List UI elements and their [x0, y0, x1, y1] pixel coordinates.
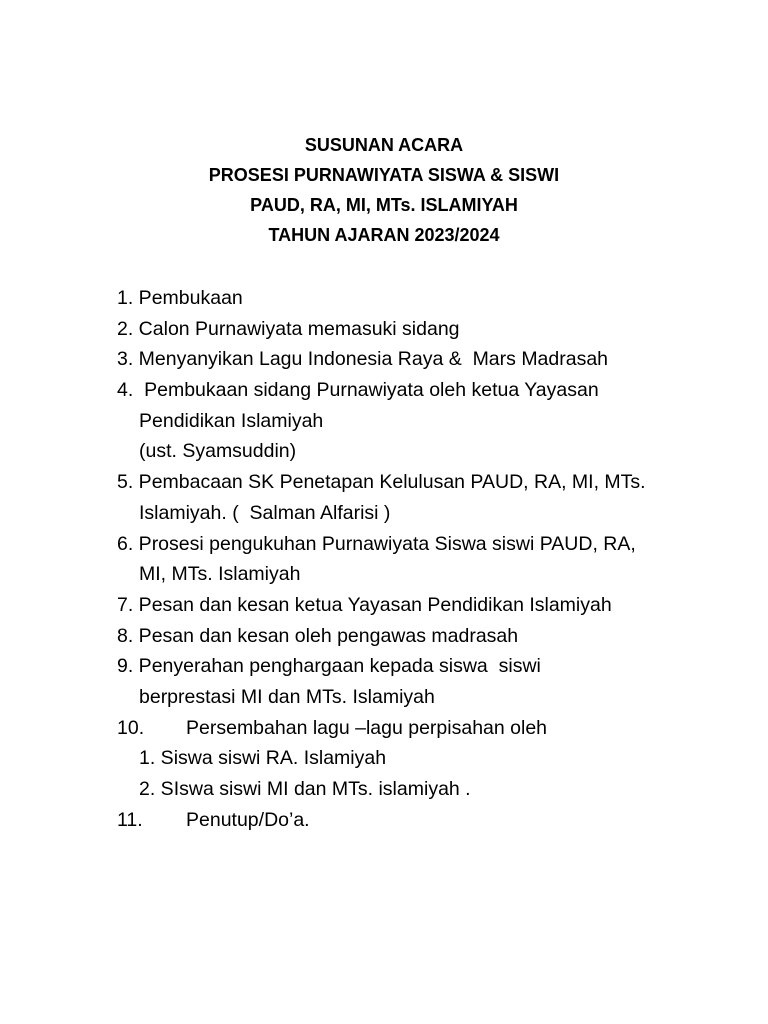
list-item: [117, 621, 717, 652]
item-number: 3.: [117, 348, 134, 371]
list-item-continuation: [117, 436, 717, 467]
title-line-1: SUSUNAN ACARA: [304, 135, 464, 155]
item-text: Pembukaan sidang Purnawiyata oleh ketua Yayasan: [133, 379, 599, 402]
item-number: 5.: [117, 471, 134, 494]
item-text: MI, MTs. Islamiyah: [139, 563, 301, 586]
title-line-3: PAUD, RA, MI, MTs. ISLAMIYAH: [250, 195, 518, 215]
sub-item-number: 2.: [139, 778, 156, 800]
list-item: [117, 590, 717, 621]
item-text: Islamiyah. ( Salman Alfarisi ): [139, 501, 391, 524]
sub-item-text: Siswa siswi RA. Islamiyah: [155, 747, 387, 770]
item-number: 10.: [117, 716, 145, 739]
item-text: (ust. Syamsuddin): [139, 440, 297, 463]
list-item-continuation: [117, 498, 717, 529]
list-item: [117, 805, 717, 836]
sub-list-item: [117, 743, 717, 774]
item-number: 8.: [117, 624, 134, 647]
list-item: [117, 651, 717, 682]
list-item: [117, 283, 717, 314]
sub-item-number: 1.: [139, 747, 156, 770]
item-text: Pesan dan kesan ketua Yayasan Pendidikan Islamiyah: [133, 593, 612, 616]
item-text: Calon Purnawiyata memasuki sidang: [133, 317, 460, 340]
sub-list-item: [117, 774, 717, 805]
list-item: [117, 375, 717, 406]
list-item: [117, 467, 717, 498]
sub-item-text: SIswa siswi MI dan MTs. islamiyah .: [155, 778, 471, 800]
document-title: [0, 130, 768, 250]
item-text: Menyanyikan Lagu Indonesia Raya & Mars Madrasah: [133, 348, 609, 371]
title-line-2: PROSESI PURNAWIYATA SISWA & SISWI: [208, 165, 560, 185]
item-text: Persembahan lagu –lagu perpisahan oleh: [186, 716, 548, 739]
item-text: berprestasi MI dan MTs. Islamiyah: [139, 685, 435, 708]
item-text: Pendidikan Islamiyah: [139, 409, 324, 432]
item-number: 4.: [117, 379, 134, 402]
item-number: 2.: [117, 317, 134, 340]
item-number: 6.: [117, 532, 134, 555]
list-item: [117, 713, 717, 744]
item-text: Prosesi pengukuhan Purnawiyata Siswa siswi PAUD, RA,: [133, 532, 636, 555]
item-text: Pembukaan: [133, 287, 243, 309]
title-line-4: TAHUN AJARAN 2023/2024: [268, 225, 500, 245]
list-item-continuation: [117, 559, 717, 590]
item-text: Pesan dan kesan oleh pengawas madrasah: [133, 624, 519, 647]
list-item: [117, 314, 717, 345]
item-text: Penutup/Do’a.: [186, 808, 310, 831]
item-text: Penyerahan penghargaan kepada siswa siswi: [133, 655, 541, 678]
list-item: [117, 529, 717, 560]
agenda-list: [117, 283, 717, 835]
item-number: 11.: [117, 808, 143, 831]
item-number: 9.: [117, 655, 134, 678]
item-number: 7.: [117, 593, 134, 616]
item-number: 1.: [117, 287, 134, 309]
list-item-continuation: [117, 406, 717, 437]
item-text: Pembacaan SK Penetapan Kelulusan PAUD, RA, MI, MTs.: [133, 471, 646, 494]
list-item-continuation: [117, 682, 717, 713]
list-item: [117, 344, 717, 375]
